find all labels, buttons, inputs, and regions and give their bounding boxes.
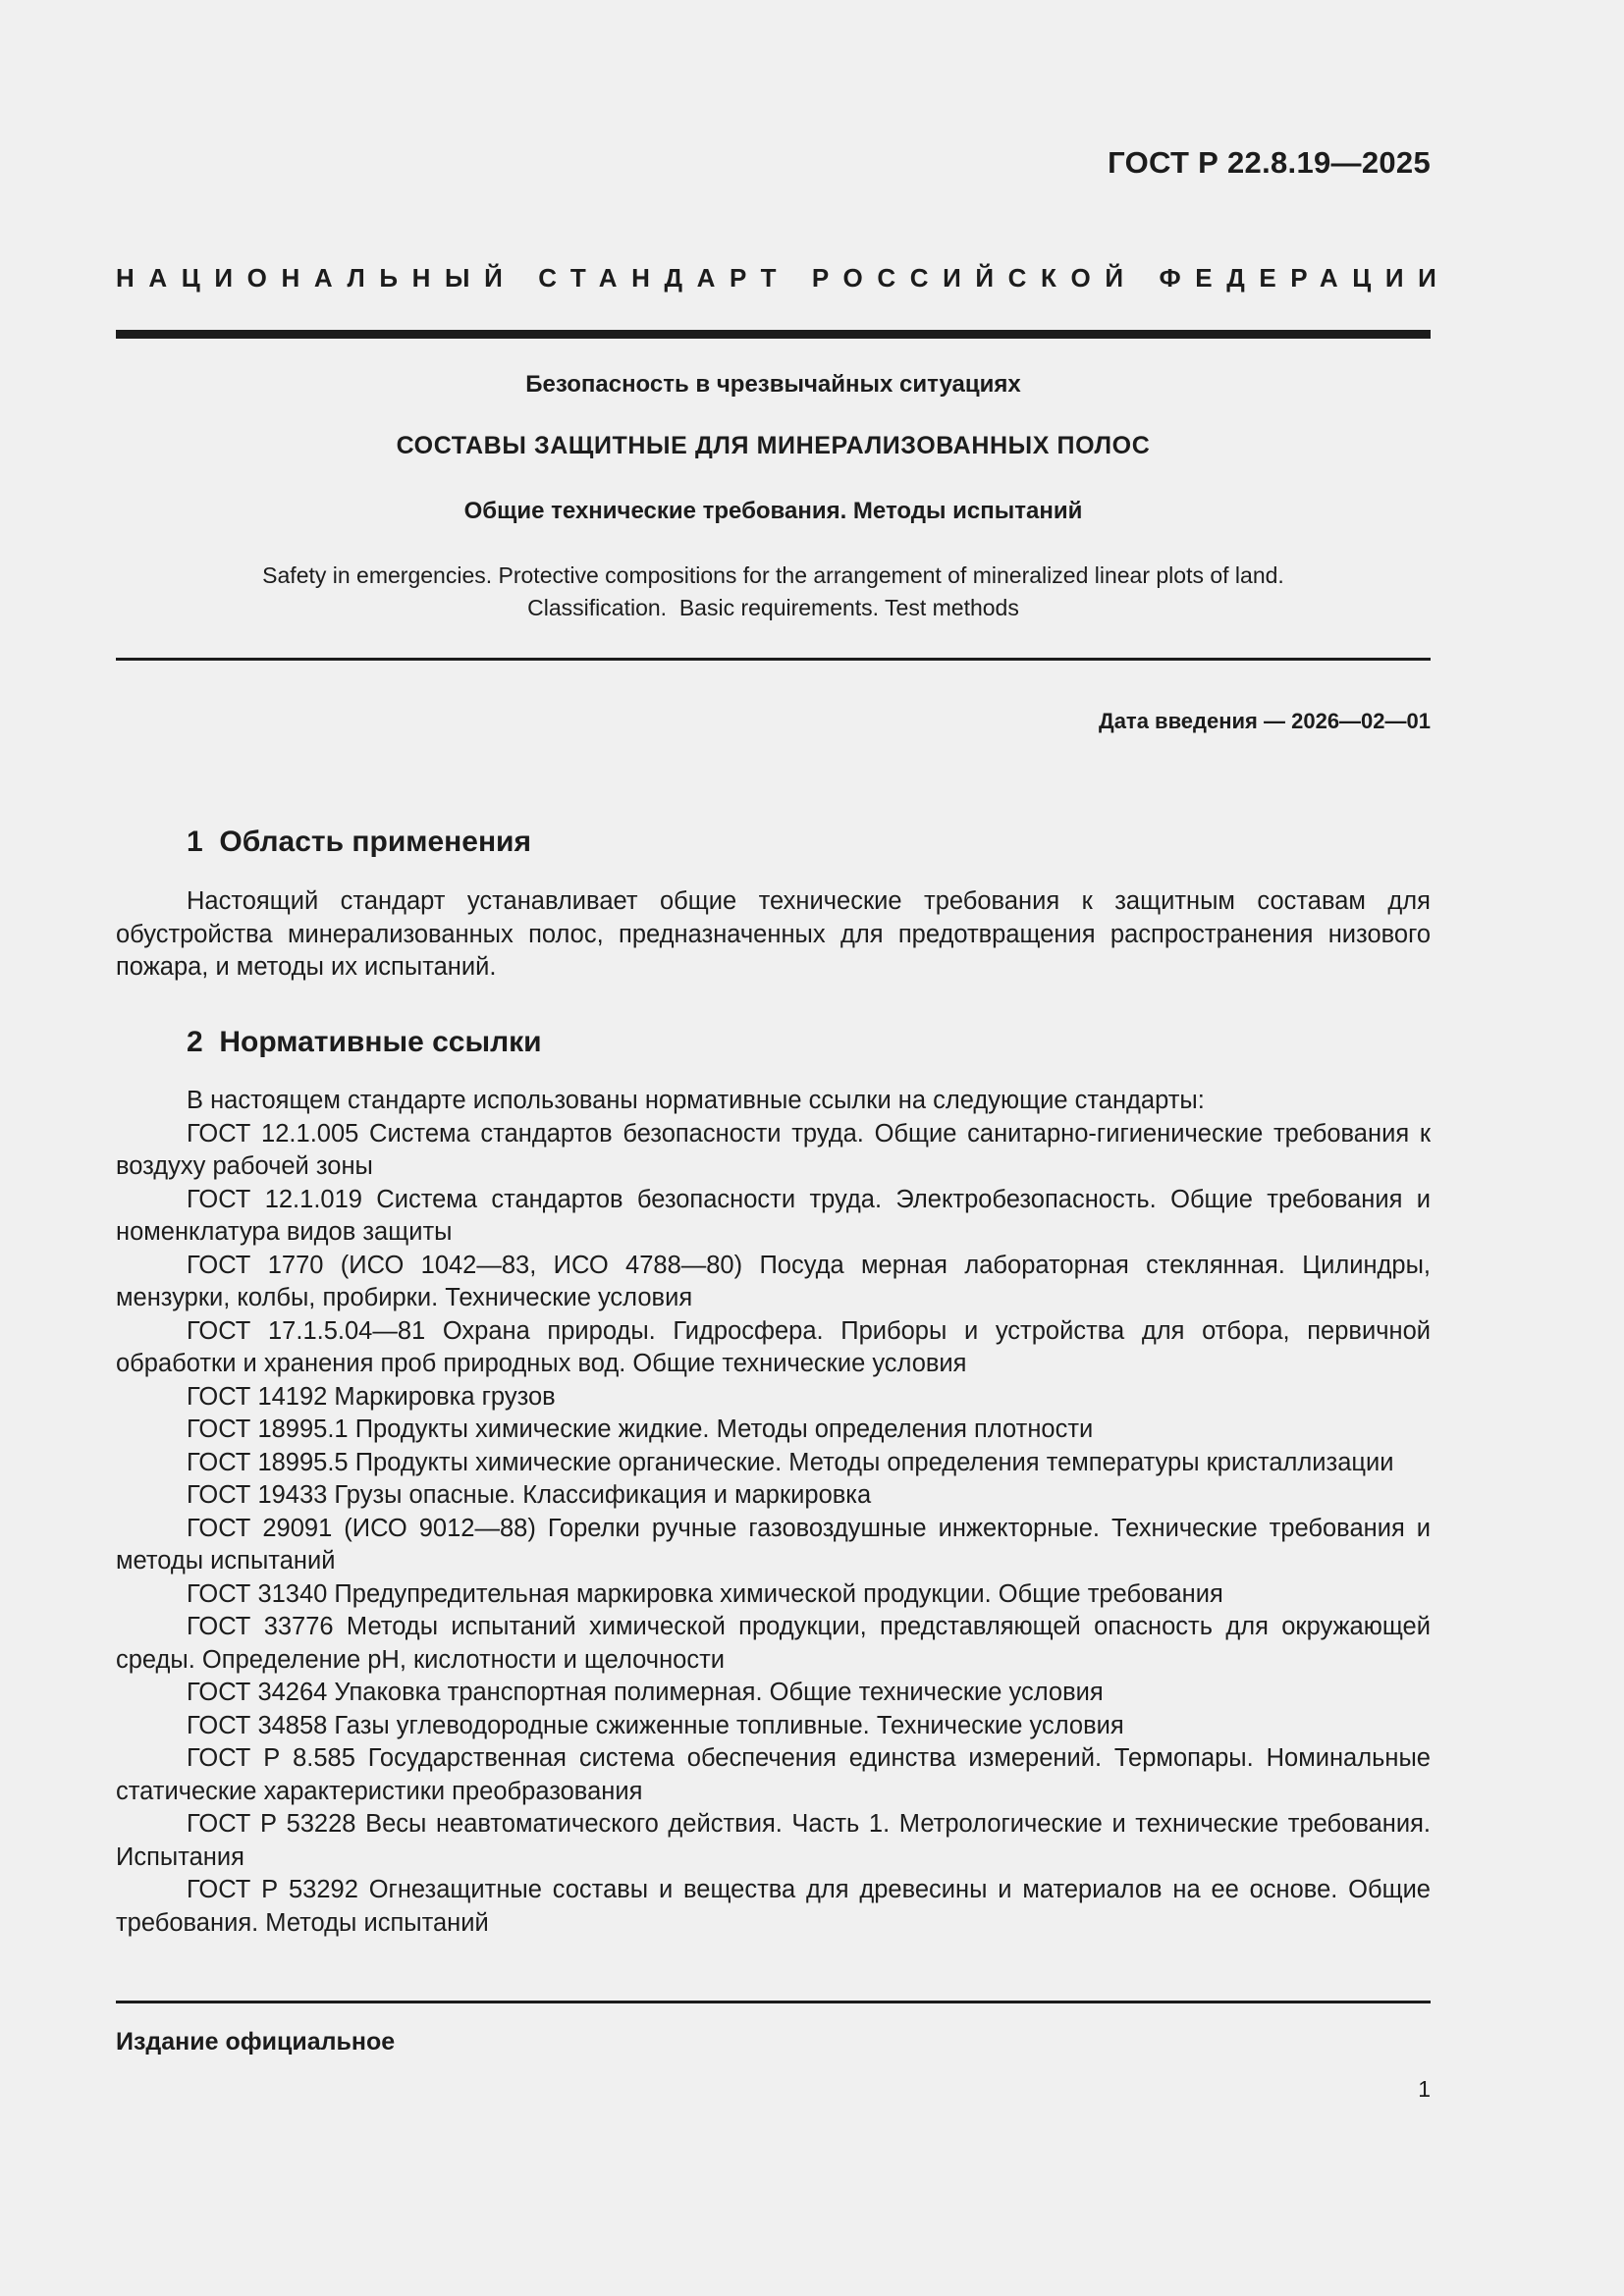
page-number: 1: [1418, 2076, 1431, 2102]
reference-item: ГОСТ Р 8.585 Государственная система обеспечения единства измерений. Термопары. Номинальные статические характеристики преобразования: [116, 1744, 1431, 1805]
reference-item: ГОСТ 34264 Упаковка транспортная полимерная. Общие технические условия: [187, 1679, 1104, 1706]
reference-item: ГОСТ 17.1.5.04—81 Охрана природы. Гидросфера. Приборы и устройства для отбора, первичной обработки и хранения проб природных вод. Общие технические условия: [116, 1316, 1431, 1377]
title-main: СОСТАВЫ ЗАЩИТНЫЕ ДЛЯ МИНЕРАЛИЗОВАННЫХ ПОЛОС: [396, 432, 1151, 459]
reference-item: ГОСТ Р 53292 Огнезащитные составы и вещества для древесины и материалов на ее основе. Общие требования. Методы испытаний: [116, 1876, 1431, 1937]
reference-item: ГОСТ 33776 Методы испытаний химической продукции, представляющей опасность для окружающей среды. Определение pH, кислотности и щелочности: [116, 1613, 1431, 1674]
reference-item: ГОСТ 14192 Маркировка грузов: [187, 1382, 556, 1411]
thick-divider: [116, 330, 1431, 339]
reference-item: ГОСТ 18995.1 Продукты химические жидкие. Методы определения плотности: [187, 1415, 1094, 1443]
reference-item: ГОСТ 12.1.019 Система стандартов безопасности труда. Электробезопасность. Общие требования и номенклатура видов защиты: [116, 1185, 1431, 1246]
title-category: Безопасность в чрезвычайных ситуациях: [525, 371, 1021, 398]
footer-divider: [116, 2001, 1431, 2003]
section-heading-references: 2 Нормативные ссылки: [187, 1026, 542, 1058]
section-scope-text: Настоящий стандарт устанавливает общие технические требования к защитным составам для обустройства минерализованных полос, предназначенных для предотвращения распространения низового пожара, и методы их испытаний.: [116, 887, 1431, 981]
reference-item: ГОСТ 29091 (ИСО 9012—88) Горелки ручные газовоздушные инжекторные. Технические требования и методы испытаний: [116, 1514, 1431, 1575]
section-heading-scope: 1 Область применения: [187, 826, 532, 858]
reference-item: ГОСТ Р 53228 Весы неавтоматического действия. Часть 1. Метрологические и технические требования. Испытания: [116, 1810, 1431, 1871]
document-number: ГОСТ Р 22.8.19—2025: [1108, 145, 1431, 180]
introduction-date: Дата введения — 2026—02—01: [1099, 709, 1431, 733]
reference-item: ГОСТ 19433 Грузы опасные. Классификация и маркировка: [187, 1481, 872, 1509]
official-edition-label: Издание официальное: [116, 2028, 396, 2056]
english-title-line: Safety in emergencies. Protective compositions for the arrangement of mineralized linear plots of land.: [262, 562, 1284, 588]
reference-item: ГОСТ 1770 (ИСО 1042—83, ИСО 4788—80) Посуда мерная лабораторная стеклянная. Цилиндры, мензурки, колбы, пробирки. Технические условия: [116, 1251, 1431, 1311]
divider: [116, 658, 1431, 661]
references-list: [116, 1085, 1431, 1940]
english-title-line: Classification. Basic requirements. Test methods: [527, 595, 1019, 620]
reference-item: ГОСТ 31340 Предупредительная маркировка химической продукции. Общие требования: [187, 1579, 1223, 1608]
english-title: [116, 560, 1431, 624]
reference-item: ГОСТ 34858 Газы углеводородные сжиженные топливные. Технические условия: [187, 1711, 1124, 1739]
title-subtitle: Общие технические требования. Методы испытаний: [463, 498, 1083, 524]
references-intro: В настоящем стандарте использованы нормативные ссылки на следующие стандарты:: [187, 1087, 1205, 1114]
reference-item: ГОСТ 18995.5 Продукты химические органические. Методы определения температуры кристаллизации: [187, 1448, 1394, 1476]
reference-item: ГОСТ 12.1.005 Система стандартов безопасности труда. Общие санитарно-гигиенические требования к воздуху рабочей зоны: [116, 1119, 1431, 1180]
national-standard-banner: НАЦИОНАЛЬНЫЙ СТАНДАРТ РОССИЙСКОЙ ФЕДЕРАЦИИ: [116, 263, 1451, 293]
